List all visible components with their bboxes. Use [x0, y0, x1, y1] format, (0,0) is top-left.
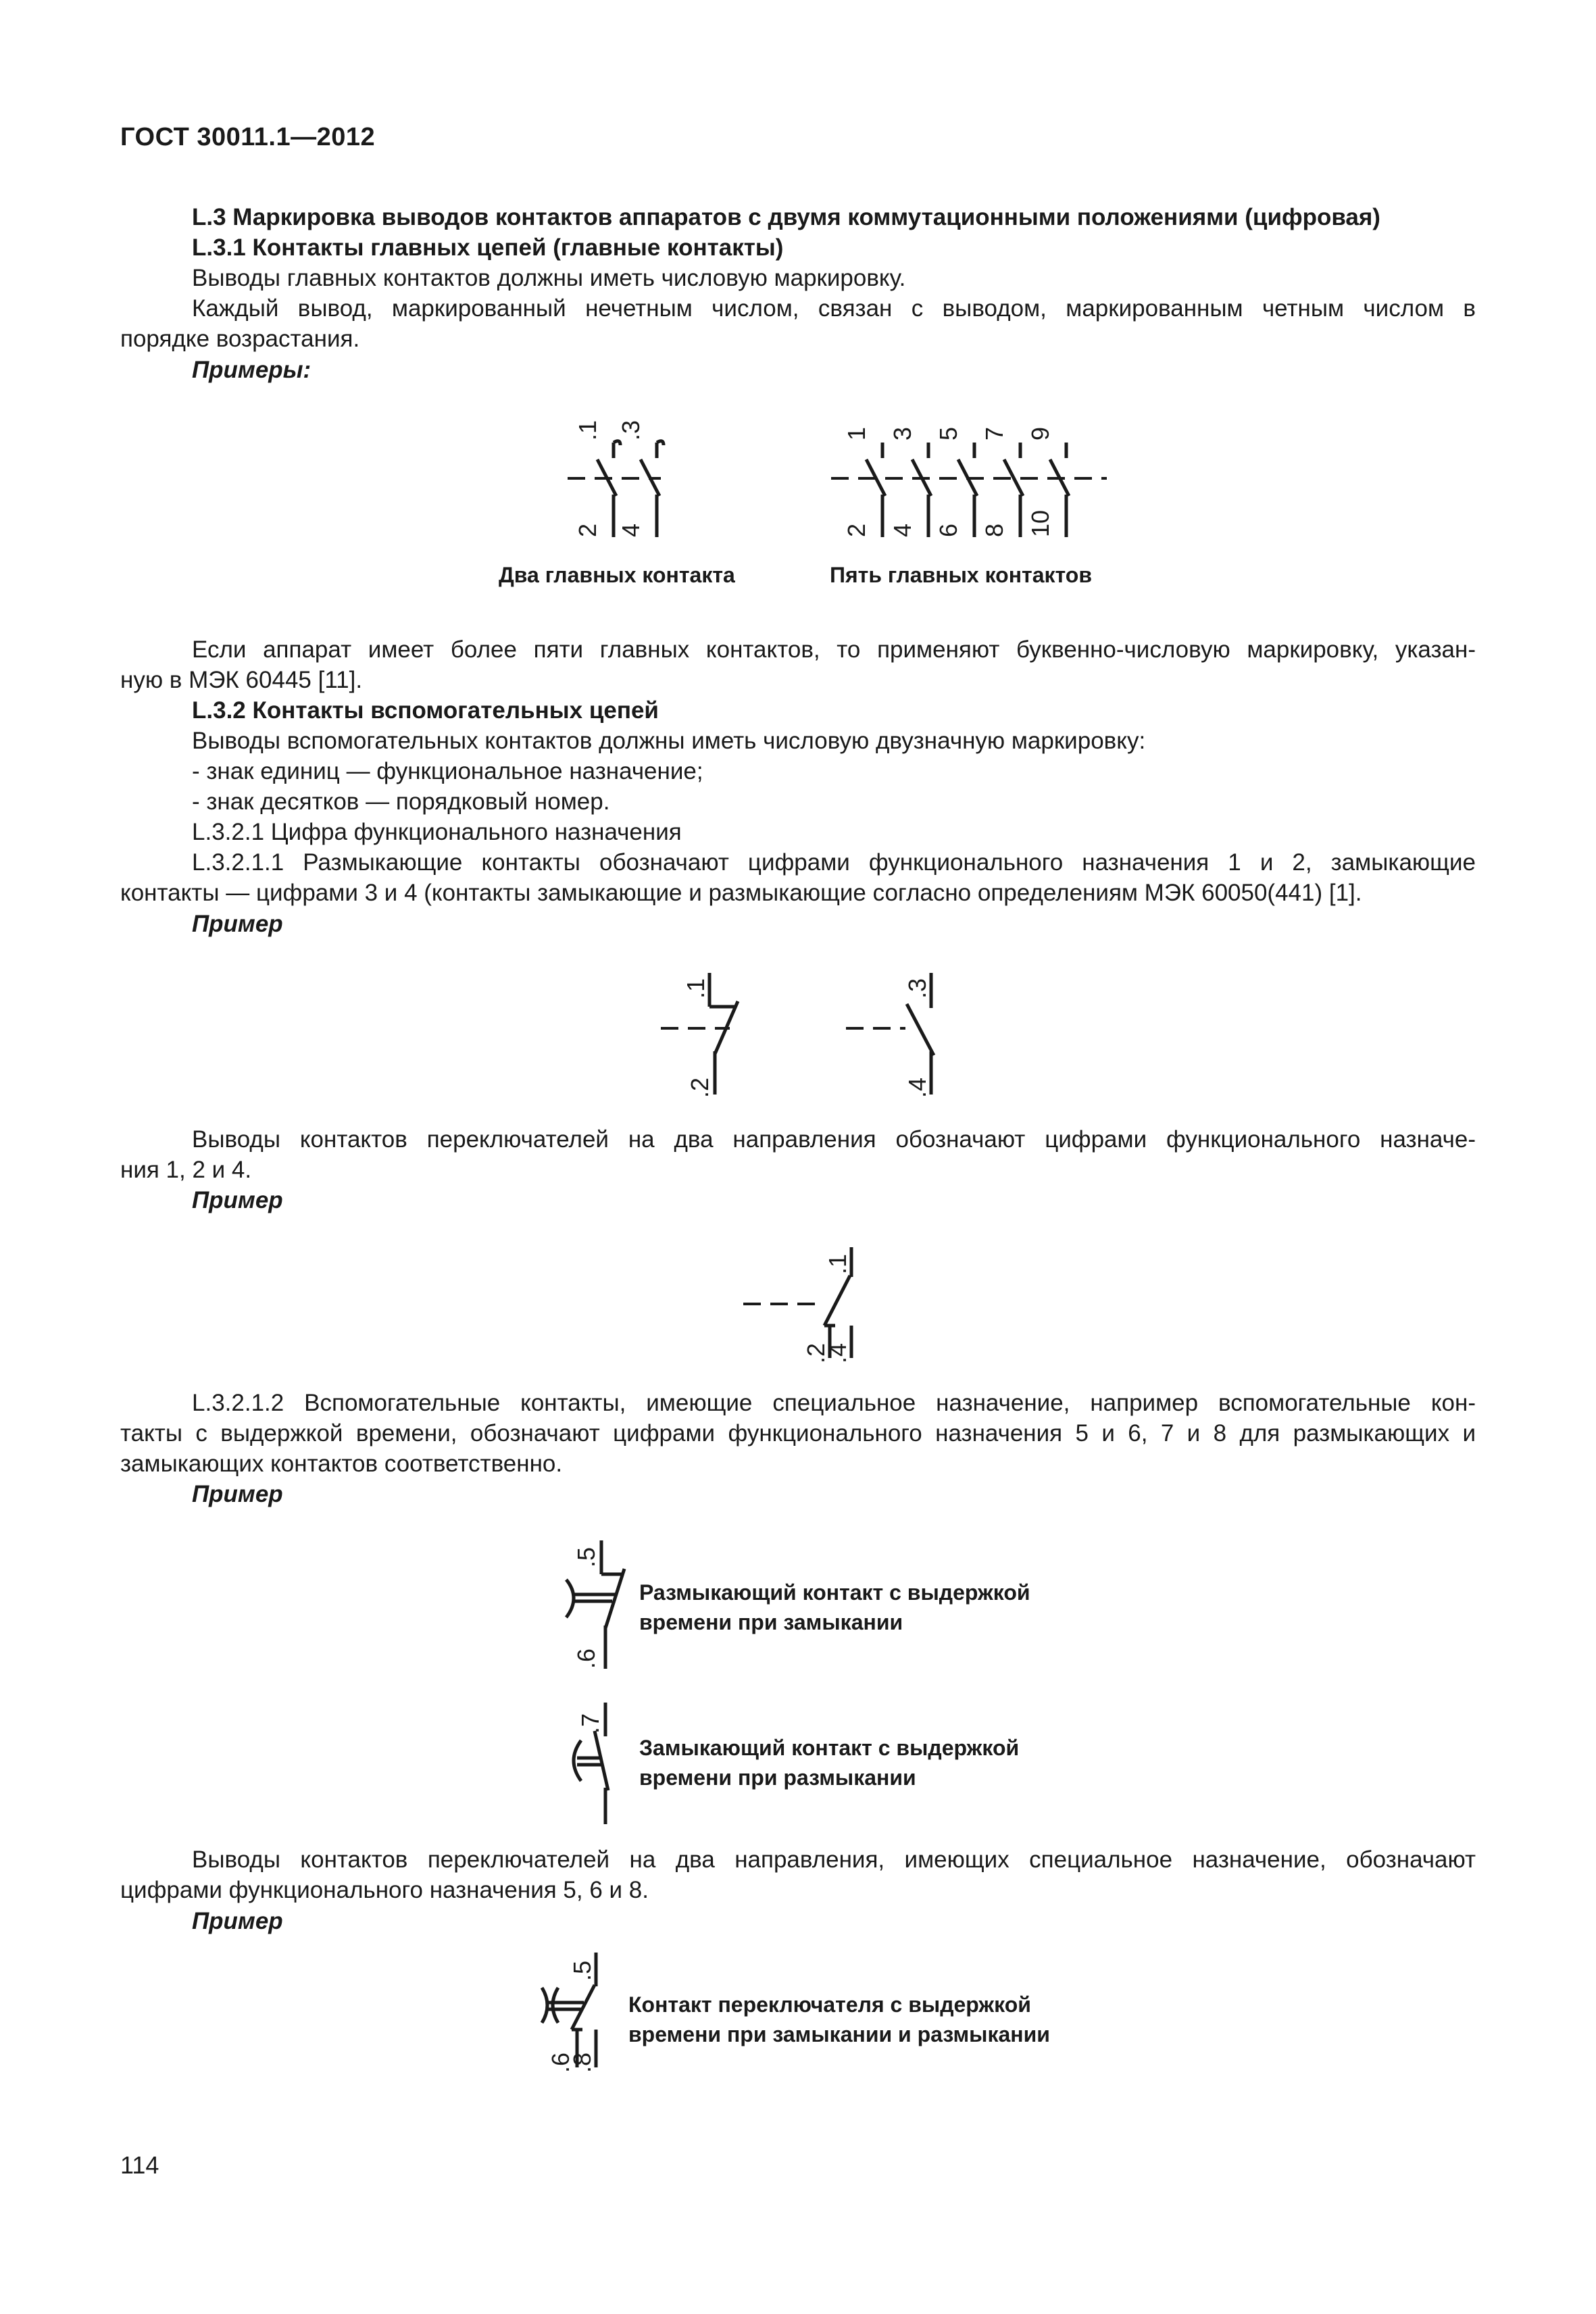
examples-label: Примеры:: [192, 357, 311, 383]
paragraph: контакты — цифрами 3 и 4 (контакты замыкающие и размыкающие согласно определениям МЭК 60050(441) [1].: [120, 880, 1362, 906]
paragraph: L.3.2.1.1 Размыкающие контакты обозначают цифрами функционального назначения 1 и 2, замыкающие: [192, 849, 1476, 876]
contact-description: Размыкающий контакт с выдержкой: [639, 1580, 1030, 1605]
paragraph: Выводы главных контактов должны иметь числовую маркировку.: [192, 265, 906, 291]
paragraph: Выводы контактов переключателей на два направления обозначают цифрами функционального назначе-: [192, 1126, 1476, 1153]
contact-description: Контакт переключателя с выдержкой: [628, 1992, 1031, 2017]
terminal-label: 5: [934, 426, 962, 441]
contact: [866, 443, 885, 537]
two-main-contacts-diagram: [554, 412, 703, 547]
terminal-label: .3: [617, 420, 645, 441]
delayed-nc-contact-diagram: [554, 1534, 642, 1682]
terminal-label: 6: [934, 523, 962, 537]
contact-description: Замыкающий контакт с выдержкой: [639, 1736, 1020, 1760]
terminal-label: .5: [568, 1960, 596, 1981]
contact-description: времени при замыкании: [639, 1610, 903, 1634]
terminal-label: .4: [903, 1077, 931, 1098]
terminal-label: 9: [1026, 426, 1054, 441]
figure-caption: Два главных контакта: [499, 563, 735, 587]
terminal-label: .8: [568, 2052, 596, 2073]
paragraph: L.3.2.1 Цифра функционального назначения: [192, 819, 682, 845]
document-header: ГОСТ 30011.1—2012: [120, 123, 376, 151]
terminal-label: 2: [843, 523, 870, 537]
delayed-no-contact-diagram: [554, 1696, 642, 1831]
subsection-title-L31: L.3.1 Контакты главных цепей (главные контакты): [192, 234, 784, 261]
contact-description: времени при замыкании и размыкании: [628, 2022, 1050, 2046]
terminal-label: .4: [824, 1342, 851, 1363]
terminal-label: 4: [889, 523, 916, 537]
terminal-label: .5: [572, 1546, 600, 1567]
terminal-label: .2: [686, 1077, 714, 1098]
paragraph: такты с выдержкой времени, обозначают цифрами функционального назначения 5 и 6, 7 и 8 для размыкающих и: [120, 1420, 1476, 1447]
paragraph: Каждый вывод, маркированный нечетным числом, связан с выводом, маркированным четным числом в: [192, 295, 1476, 322]
terminal-label: 3: [889, 426, 916, 441]
page-number: 114: [120, 2151, 159, 2179]
subsection-title-L32: L.3.2 Контакты вспомогательных цепей: [192, 697, 659, 724]
contact: [1004, 443, 1023, 537]
terminal-label: 1: [843, 426, 870, 441]
paragraph: ную в МЭК 60445 [11].: [120, 667, 363, 693]
nc-no-contacts-diagram: [655, 959, 966, 1108]
changeover-contact-diagram: [737, 1236, 872, 1372]
paragraph: Выводы вспомогательных контактов должны иметь числовую двузначную маркировку:: [192, 728, 1146, 754]
paragraph: Если аппарат имеет более пяти главных контактов, то применяют буквенно-числовую маркировку, указан-: [192, 636, 1476, 663]
terminal-label: .7: [576, 1713, 604, 1734]
five-main-contacts-diagram: [823, 412, 1120, 547]
terminal-label: 4: [617, 523, 645, 537]
terminal-label: .2: [802, 1342, 830, 1363]
paragraph: цифрами функционального назначения 5, 6 и 8.: [120, 1877, 649, 1903]
terminal-label: 8: [980, 523, 1008, 537]
list-item: - знак десятков — порядковый номер.: [192, 788, 610, 815]
contact-description: времени при размыкании: [639, 1765, 916, 1790]
paragraph: ния 1, 2 и 4.: [120, 1157, 252, 1183]
terminal-label: .1: [824, 1253, 851, 1274]
paragraph: порядке возрастания.: [120, 326, 360, 352]
terminal-label: 7: [980, 426, 1008, 441]
contact: [912, 443, 931, 537]
example-label: Пример: [192, 1908, 283, 1934]
figure-caption: Пять главных контактов: [830, 563, 1092, 587]
paragraph: L.3.2.1.2 Вспомогательные контакты, имеющие специальное назначение, например вспомогательные кон-: [192, 1390, 1476, 1416]
example-label: Пример: [192, 1481, 283, 1507]
delayed-changeover-contact-diagram: [527, 1946, 622, 2074]
terminal-label: .6: [572, 1648, 600, 1669]
terminal-label: .1: [682, 978, 709, 999]
example-label: Пример: [192, 911, 283, 937]
contact: [958, 443, 977, 537]
terminal-label: .1: [574, 420, 601, 441]
terminal-label: 2: [574, 523, 601, 537]
list-item: - знак единиц — функциональное назначение;: [192, 758, 703, 784]
section-title-L3: L.3 Маркировка выводов контактов аппаратов с двумя коммутационными положениями (цифровая): [192, 204, 1380, 230]
terminal-label: .6: [547, 2052, 574, 2073]
paragraph: Выводы контактов переключателей на два направления, имеющих специальное назначение, обозначают: [192, 1846, 1476, 1873]
terminal-label: 10: [1026, 509, 1054, 537]
terminal-label: .3: [903, 978, 931, 999]
example-label: Пример: [192, 1187, 283, 1213]
paragraph: замыкающих контактов соответственно.: [120, 1451, 563, 1477]
